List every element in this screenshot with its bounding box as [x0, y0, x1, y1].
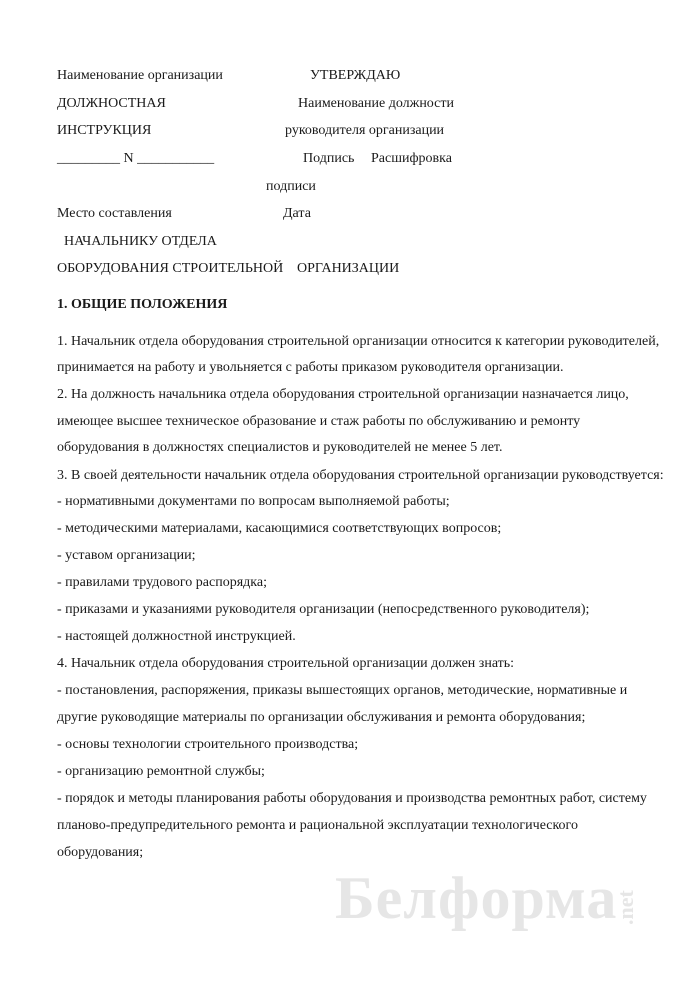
addressee-line1: НАЧАЛЬНИКУ ОТДЕЛА: [64, 234, 217, 249]
body-line: - организацию ремонтной службы;: [57, 764, 265, 779]
body-line: принимается на работу и увольняется с работы приказом руководителя организации.: [57, 360, 564, 375]
body-line: - постановления, распоряжения, приказы вышестоящих органов, методические, нормативные и: [57, 683, 628, 698]
body-line: 4. Начальник отдела оборудования строительной организации должен знать:: [57, 656, 515, 671]
signature-label: Подпись: [303, 151, 355, 166]
body-line: 1. Начальник отдела оборудования строительной организации относится к категории руководителей,: [57, 334, 660, 349]
body-line: - правилами трудового распорядка;: [57, 575, 267, 590]
head-of-org-label: руководителя организации: [285, 123, 445, 138]
place-label: Место составления: [57, 206, 172, 221]
body-line: - порядок и методы планирования работы оборудования и производства ремонтных работ, систему: [57, 791, 647, 806]
body-line: 3. В своей деятельности начальник отдела оборудования строительной организации руководствуется:: [57, 468, 664, 483]
body-line: имеющее высшее техническое образование и стаж работы по обслуживанию и ремонту: [57, 414, 581, 429]
body-line: - настоящей должностной инструкцией.: [57, 629, 296, 644]
body-line: - уставом организации;: [57, 548, 196, 563]
watermark-suffix: .net: [613, 890, 638, 925]
doc-type-line1: ДОЛЖНОСТНАЯ: [57, 96, 166, 111]
signature-word-label: подписи: [266, 179, 316, 194]
position-title-label: Наименование должности: [298, 96, 454, 111]
body-line: 2. На должность начальника отдела оборудования строительной организации назначается лицо,: [57, 387, 629, 402]
date-label: Дата: [283, 206, 311, 221]
body-line: другие руководящие материалы по организации обслуживания и ремонта оборудования;: [57, 710, 586, 725]
body-line: оборудования в должностях специалистов и руководителей не менее 5 лет.: [57, 440, 503, 455]
body-line: - нормативными документами по вопросам выполняемой работы;: [57, 494, 450, 509]
section-title: 1. ОБЩИЕ ПОЛОЖЕНИЯ: [57, 297, 228, 312]
addressee-line2b: ОРГАНИЗАЦИИ: [297, 261, 400, 276]
addressee-line2a: ОБОРУДОВАНИЯ СТРОИТЕЛЬНОЙ: [57, 261, 284, 276]
body-line: планово-предупредительного ремонта и рациональной эксплуатации технологического: [57, 818, 578, 833]
body-line: - основы технологии строительного производства;: [57, 737, 359, 752]
body-line: - приказами и указаниями руководителя организации (непосредственного руководителя);: [57, 602, 590, 617]
body-line: оборудования;: [57, 845, 144, 860]
watermark-logo: Белформа: [335, 865, 618, 931]
number-line: _________ N ___________: [57, 151, 215, 166]
org-name-label: Наименование организации: [57, 68, 223, 83]
approve-label: УТВЕРЖДАЮ: [310, 68, 401, 83]
decoding-label: Расшифровка: [371, 151, 452, 166]
body-line: - методическими материалами, касающимися соответствующих вопросов;: [57, 521, 502, 536]
doc-type-line2: ИНСТРУКЦИЯ: [57, 123, 152, 138]
